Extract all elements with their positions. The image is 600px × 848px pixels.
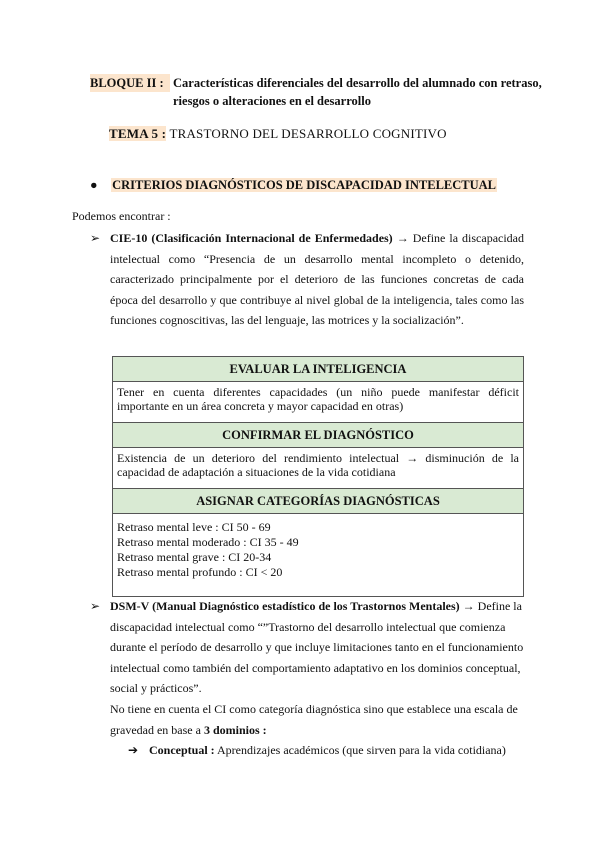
arrow-right-icon: ➔	[128, 743, 139, 757]
table-header-evaluate: EVALUAR LA INTELIGENCIA	[113, 357, 524, 382]
cie10-title: CIE-10 (Clasificación Internacional de Enfermedades)	[110, 231, 393, 245]
domain-description: Aprendizajes académicos (que sirven para la vida cotidiana)	[217, 743, 506, 757]
category-item: Retraso mental leve : CI 50 - 69	[117, 520, 271, 534]
block-heading	[90, 74, 542, 108]
bullet-icon: ●	[90, 178, 98, 192]
list-item	[128, 741, 506, 759]
block-title: Características diferenciales del desarrollo del alumnado con retraso, riesgos o alteraciones en el desarrollo	[173, 76, 542, 108]
table-cell-evaluate: Tener en cuenta diferentes capacidades (un niño puede manifestar déficit importante en un área concreta y mayor capacidad en otras)	[113, 382, 524, 423]
topic-title: TRASTORNO DEL DESARROLLO COGNITIVO	[169, 126, 447, 141]
category-item: Retraso mental moderado : CI 35 - 49	[117, 535, 299, 549]
table-cell-categories	[113, 514, 524, 597]
right-arrow-icon: →	[396, 231, 409, 245]
dsm-title: DSM-V (Manual Diagnóstico estadístico de los Trastornos Mentales)	[110, 599, 460, 613]
dsm-definition: Define la discapacidad intelectual como “”Trastorno del desarrollo intelectual que comienza durante el período de desarrollo y que incluye limitaciones tanto en el funcionamiento intelectual como también del comportamiento adaptativo en los dominios conceptual, social y prácticos”.	[110, 599, 524, 695]
category-item: Retraso mental profundo : CI < 20	[117, 565, 283, 579]
block-label: BLOQUE II :	[90, 74, 170, 92]
table-header-confirm: CONFIRMAR EL DIAGNÓSTICO	[113, 423, 524, 448]
arrow-bullet-icon: ➢	[90, 231, 101, 245]
topic-heading	[109, 125, 447, 143]
category-item: Retraso mental grave : CI 20-34	[117, 550, 272, 564]
table-row	[113, 514, 524, 597]
dsm-paragraph	[110, 596, 524, 699]
table-header-categories: ASIGNAR CATEGORÍAS DIAGNÓSTICAS	[113, 489, 524, 514]
domain-label: Conceptual :	[149, 743, 215, 757]
cie10-definition: Define la discapacidad intelectual como “Presencia de un desarrollo mental incompleto o detenido, caracterizado principalmente por el deterioro de las funciones concretas de cada época del desarrollo y que contribuye al nivel global de la inteligencia, tales como las funciones cognoscitivas, las del lenguaje, las motrices y la socialización”.	[110, 231, 525, 327]
table-row	[113, 448, 524, 489]
intro-text: Podemos encontrar :	[72, 209, 171, 223]
section-heading	[90, 176, 497, 194]
table-row	[113, 357, 524, 382]
criteria-table	[112, 356, 524, 597]
dsm-note-text: No tiene en cuenta el CI como categoría diagnóstica sino que establece una escala de gravedad en base a	[110, 702, 518, 737]
table-row	[113, 382, 524, 423]
dsm-note	[110, 699, 524, 740]
right-arrow-icon: →	[462, 599, 475, 613]
section-title: CRITERIOS DIAGNÓSTICOS DE DISCAPACIDAD INTELECTUAL	[112, 178, 496, 192]
dsm-domains-count: 3 dominios :	[203, 722, 267, 737]
table-cell-confirm: Existencia de un deterioro del rendimiento intelectual → disminución de la capacidad de adaptación a situaciones de la vida cotidiana	[113, 448, 524, 489]
arrow-bullet-icon: ➢	[90, 599, 101, 613]
table-row	[113, 489, 524, 514]
cie10-paragraph	[110, 228, 524, 331]
table-row	[113, 423, 524, 448]
topic-label: TEMA 5 :	[109, 126, 167, 141]
